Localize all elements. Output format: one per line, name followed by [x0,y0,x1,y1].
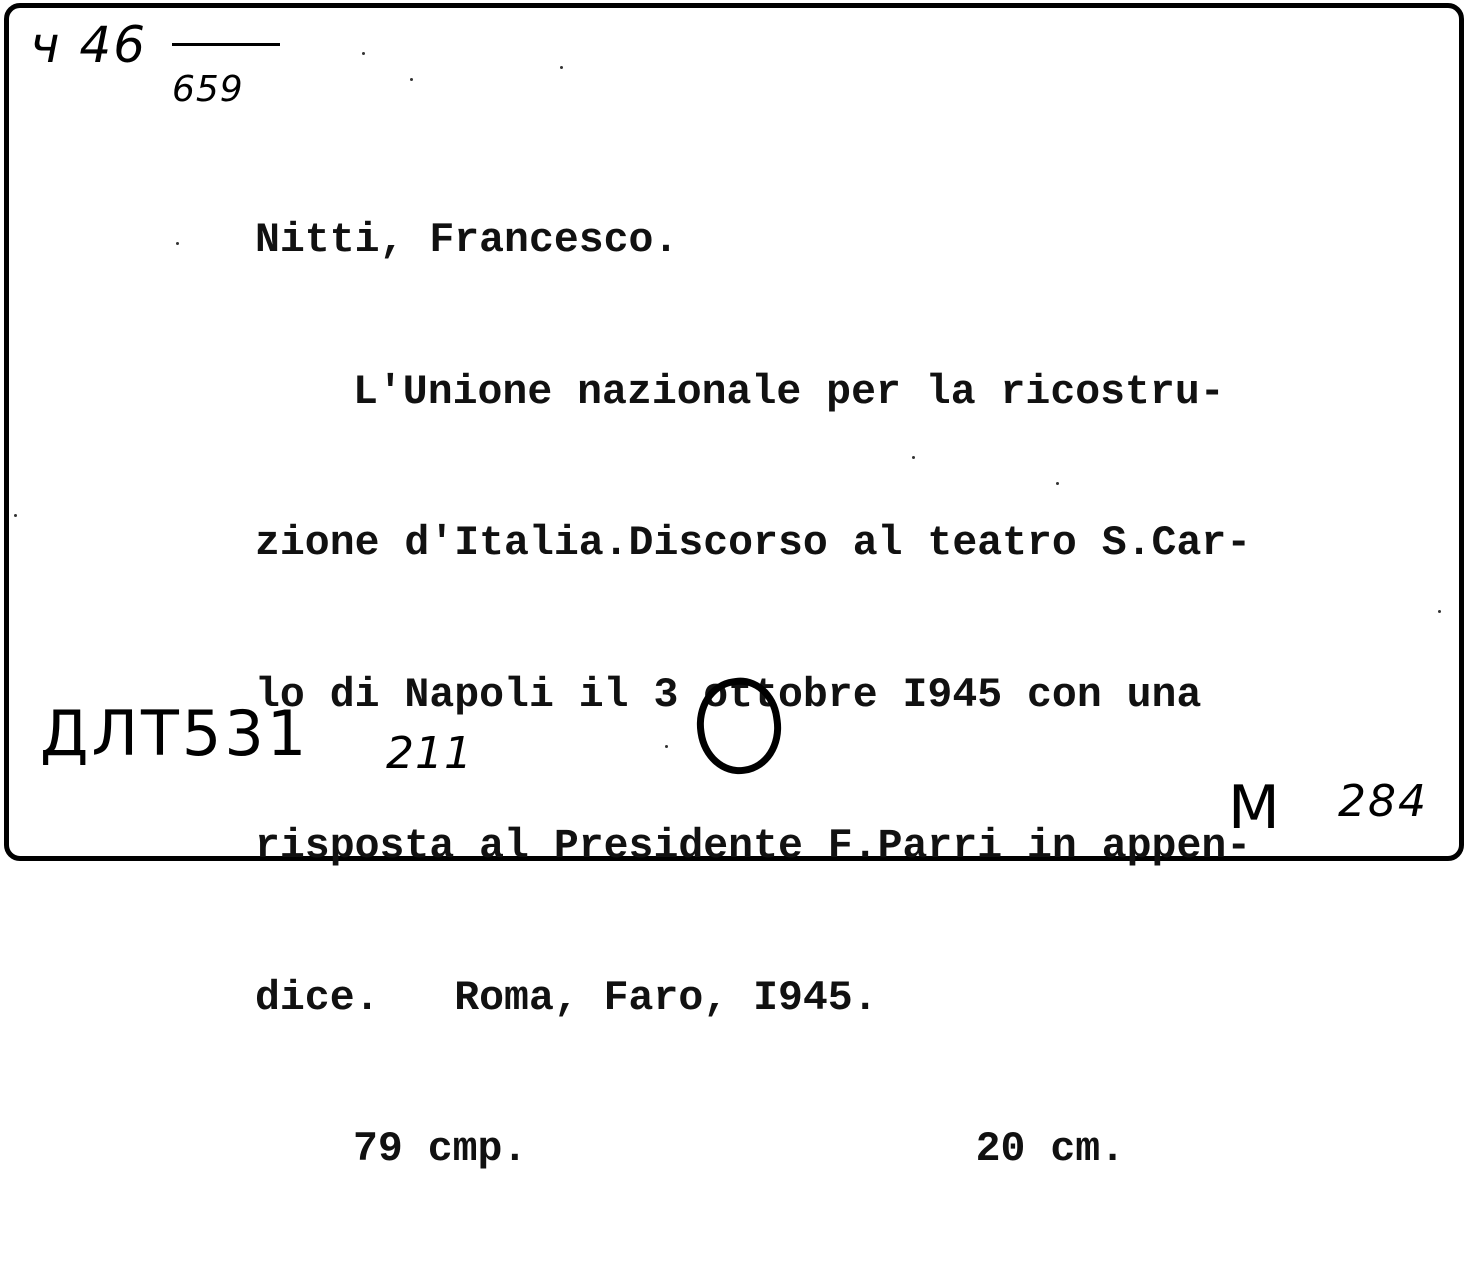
speck [560,66,563,69]
entry-imprint: dice. Roma, Faro, I945. [255,974,878,1022]
entry-title-line: zione d'Italia.Discorso al teatro S.Car- [255,520,1252,567]
shelfmark-fraction-line [172,43,280,46]
speck [1056,482,1059,485]
speck [665,745,668,748]
shelfmark-main: ч 46 [30,16,148,74]
speck [912,456,915,459]
entry-title-line: L'Unione nazionale per la ricostru- [353,368,1225,416]
speck [14,514,17,517]
location-number: 284 [1338,776,1428,827]
entry-author: Nitti, Francesco. [255,217,679,264]
bibliographic-entry [255,115,1460,1277]
entry-title-line: risposta al Presidente F.Parri in appen- [255,823,1252,870]
inventory-subnumber: 211 [386,728,473,779]
shelfmark-number: 659 [172,69,244,110]
entry-title-line: lo di Napoli il 3 ottobre I945 con una [255,671,1202,719]
speck [1438,610,1441,613]
speck [410,78,413,81]
location-mark: M [1228,773,1280,843]
inventory-number: ДЛТ531 [40,697,310,770]
speck [362,52,365,55]
speck [176,242,179,245]
entry-collation: 79 cmp. 20 cm. [353,1126,1126,1173]
